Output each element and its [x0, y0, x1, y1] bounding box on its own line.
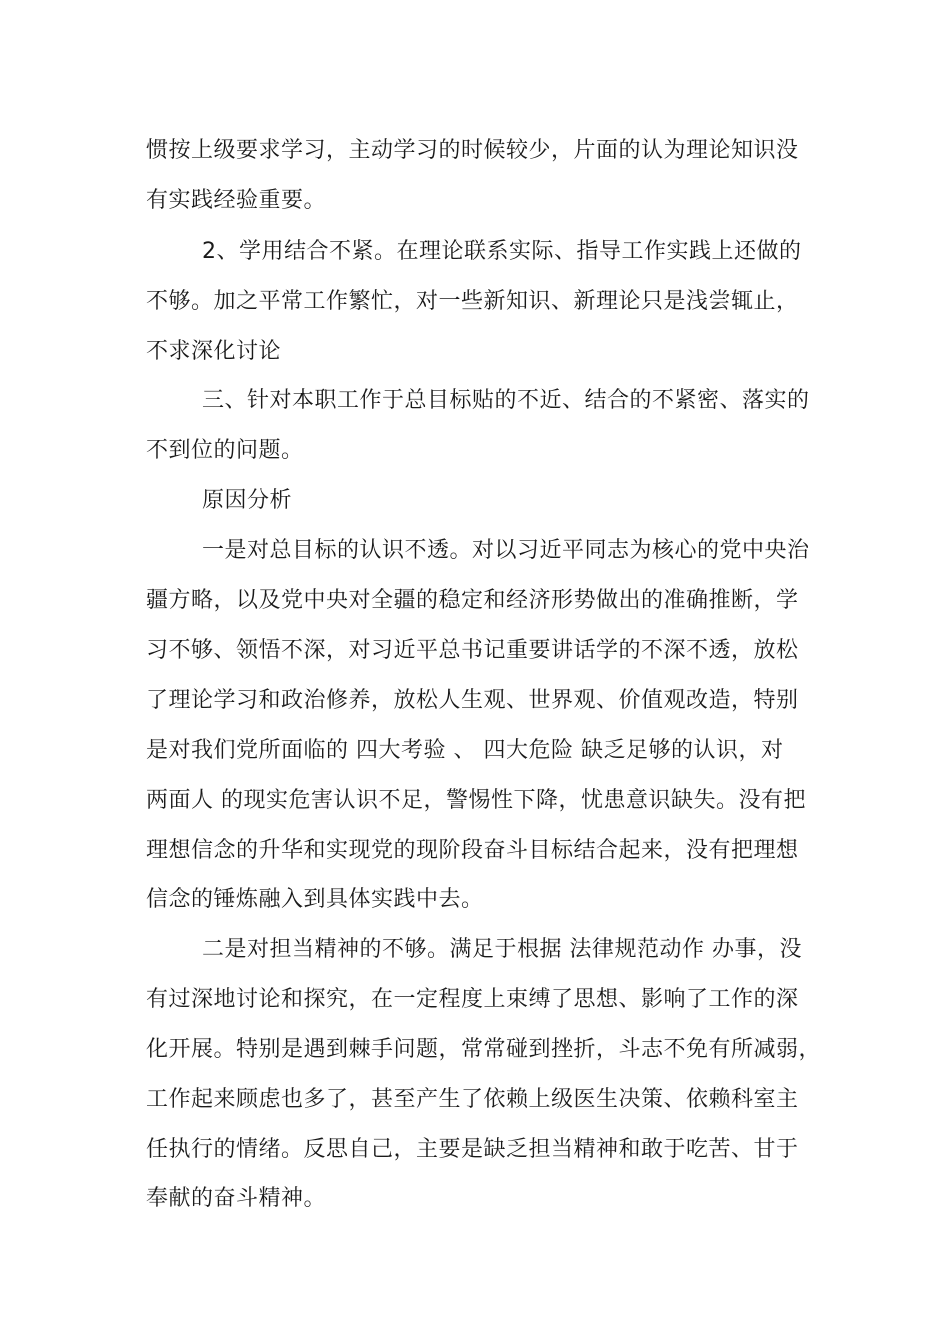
text-line: 不够。加之平常工作繁忙，对一些新知识、新理论只是浅尝辄止， — [146, 289, 799, 314]
text-line: 疆方略，以及党中央对全疆的稳定和经济形势做出的准确推断，学 — [146, 588, 799, 613]
text-line: 了理论学习和政治修养，放松人生观、世界观、价值观改造，特别 — [146, 688, 799, 713]
text-line: 有过深地讨论和探究，在一定程度上束缚了思想、影响了工作的深 — [146, 987, 799, 1012]
text-line: 2、学用结合不紧。在理论联系实际、指导工作实践上还做的 — [202, 239, 802, 264]
text-line: 工作起来顾虑也多了，甚至产生了依赖上级医生决策、依赖科室主 — [146, 1087, 799, 1112]
text-line: 任执行的情绪。反思自己，主要是缺乏担当精神和敢于吃苦、甘于 — [146, 1137, 799, 1162]
text-line: 三、针对本职工作于总目标贴的不近、结合的不紧密、落实的 — [202, 388, 810, 413]
text-line: 两面人 的现实危害认识不足，警惕性下降，忧患意识缺失。没有把 — [146, 788, 806, 813]
text-line: 奉献的奋斗精神。 — [146, 1186, 327, 1211]
text-line: 有实践经验重要。 — [146, 188, 327, 213]
text-line: 信念的锤炼融入到具体实践中去。 — [146, 887, 484, 912]
text-line: 化开展。特别是遇到棘手问题，常常碰到挫折，斗志不免有所减弱， — [146, 1037, 822, 1062]
text-line: 不求深化讨论 — [146, 339, 282, 364]
text-line: 习不够、领悟不深，对习近平总书记重要讲话学的不深不透，放松 — [146, 638, 799, 663]
text-line: 是对我们党所面临的 四大考验 、 四大危险 缺乏足够的认识，对 — [146, 738, 784, 763]
text-line: 理想信念的升华和实现党的现阶段奋斗目标结合起来，没有把理想 — [146, 838, 799, 863]
text-line: 一是对总目标的认识不透。对以习近平同志为核心的党中央治 — [202, 538, 810, 563]
text-line: 不到位的问题。 — [146, 438, 304, 463]
text-line: 惯按上级要求学习，主动学习的时候较少，片面的认为理论知识没 — [146, 138, 799, 163]
section-heading: 原因分析 — [202, 488, 293, 513]
text-line: 二是对担当精神的不够。满足于根据 法律规范动作 办事，没 — [202, 937, 802, 962]
